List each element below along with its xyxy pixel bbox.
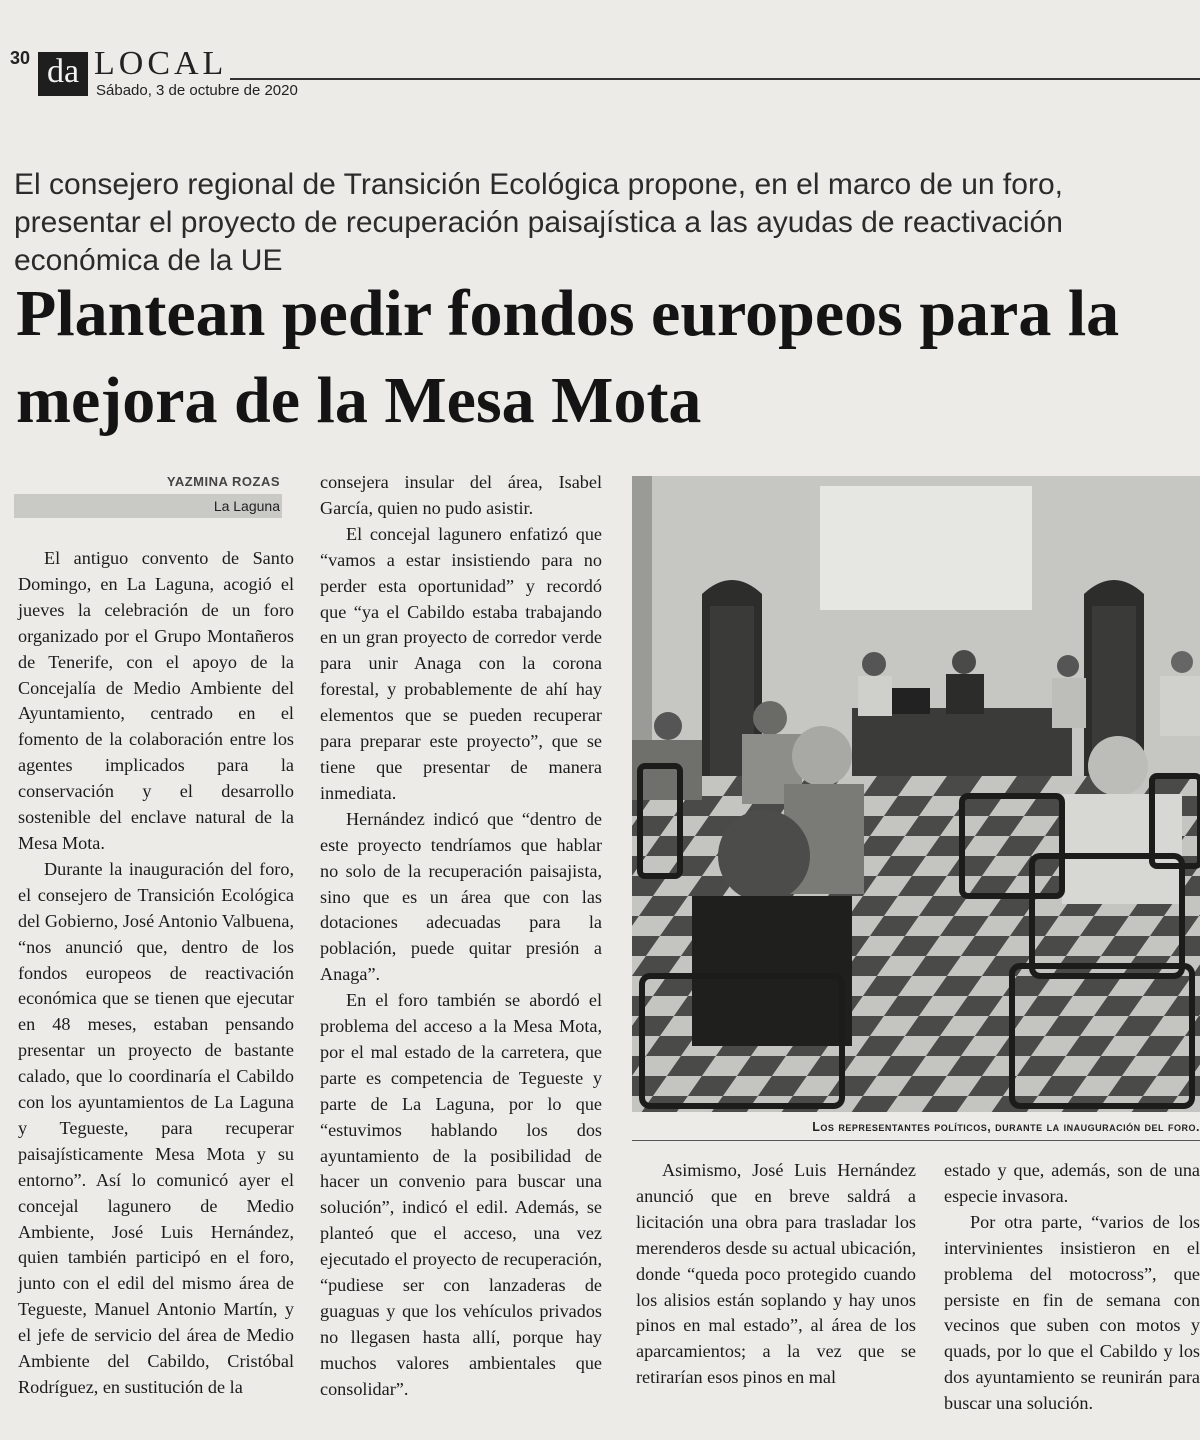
paragraph-continuation: consejera insular del área, Isabel García, quien no pudo asistir. <box>320 472 602 518</box>
paragraph: El antiguo convento de Santo Domingo, en La Laguna, acogió el jueves la celebración de un foro organizado por el Grupo Montañeros de Tenerife, con el apoyo de la Concejalía de Medio Ambiente del Ayuntamiento, centrado en el fomento de la colaboración entre los agentes implicados para la conservación y el desarrollo sostenible del enclave natural de la Mesa Mota. <box>18 548 294 853</box>
article-column-2 <box>320 470 602 1403</box>
header-rule <box>230 78 1200 80</box>
paragraph: Durante la inauguración del foro, el consejero de Transición Ecológica del Gobierno, José Antonio Valbuena, “nos anunció que, dentro de los fondos europeos de reactivación económica que se tienen que ejecutar en 48 meses, estaban pensando presentar un proyecto de bastante calado, que lo coordinaría el Cabildo con los ayuntamientos de La Laguna y Tegueste, para recuperar paisajísticamente Mesa Mota y su entorno”. Así lo comunicó ayer el concejal lagunero de Medio Ambiente, José Luis Hernández, quien también participó en el foro, junto con el edil del mismo área de Tegueste, Manuel Antonio Martín, y el jefe de servicio del área de Medio Ambiente del Cabildo, Cristóbal Rodríguez, en sustitución de la <box>18 858 294 1397</box>
byline-location: La Laguna <box>213 498 280 514</box>
article-photo <box>632 476 1200 1112</box>
section-title: LOCAL <box>94 45 228 82</box>
paragraph: Por otra parte, “varios de los intervinientes insistieron en el problema del motocross”, que persiste en fin de semana con vecinos que suben con motos y quads, por lo que el Cabildo y los dos ayuntamiento se reunirán para buscar una solución. <box>944 1211 1200 1414</box>
photo-caption: Los representantes políticos, durante la inauguración del foro. <box>812 1120 1200 1134</box>
paragraph: Asimismo, José Luis Hernández anunció que en breve saldrá a licitación una obra para trasladar los merenderos desde su actual ubicación, donde “queda poco protegido cuando los alisios están soplando y hay unos pinos en mal estado”, al área de los aparcamientos; a la vez que se retirarían esos pinos en mal <box>636 1160 916 1388</box>
conference-scene-illustration <box>632 476 1200 1112</box>
paragraph: En el foro también se abordó el problema del acceso a la Mesa Mota, por el mal estado de la carretera, que parte es competencia de Tegueste y parte de La Laguna, por lo que “estuvimos hablando los dos ayuntamiento de la posibilidad de hacer un convenio para buscar una solución”, indicó el edil. Además, se planteó que el acceso, una vez ejecutado el proyecto de recuperación, “pudiese ser con lanzaderas de guaguas y que los vehículos privados no llegasen hasta allí, porque hay muchos valores ambientales que consolidar”. <box>320 990 602 1399</box>
issue-date: Sábado, 3 de octubre de 2020 <box>96 82 298 99</box>
article-headline: Plantean pedir fondos europeos para la mejora de la Mesa Mota <box>16 277 1120 437</box>
paragraph: Hernández indicó que “dentro de este proyecto tendríamos que hablar no solo de la recuperación paisajista, sino que es un área que con las dotaciones adecuadas para la población, puede quitar presión a Anaga”. <box>320 808 602 985</box>
newspaper-logo: da <box>38 52 88 96</box>
byline-author: YAZMINA ROZAS <box>166 474 280 489</box>
article-column-4 <box>944 1158 1200 1417</box>
paragraph-continuation: estado y que, además, son de una especie invasora. <box>944 1160 1200 1206</box>
article-subtitle: El consejero regional de Transición Ecológica propone, en el marco de un foro, presentar el proyecto de recuperación paisajística a las ayudas de reactivación económica de la UE <box>14 168 1063 277</box>
page-number: 30 <box>10 48 31 68</box>
article-column-1 <box>18 546 294 1401</box>
paragraph: El concejal lagunero enfatizó que “vamos a estar insistiendo para no perder esta oportunidad” y recordó que “ya el Cabildo estaba trabajando en un gran proyecto de corredor verde para unir Anaga con la corona forestal, y probablemente de ahí hay elementos que se pueden recuperar para preparar este proyecto”, que se tiene que presentar de manera inmediata. <box>320 523 602 803</box>
caption-rule <box>632 1140 1200 1141</box>
article-column-3 <box>636 1158 916 1391</box>
